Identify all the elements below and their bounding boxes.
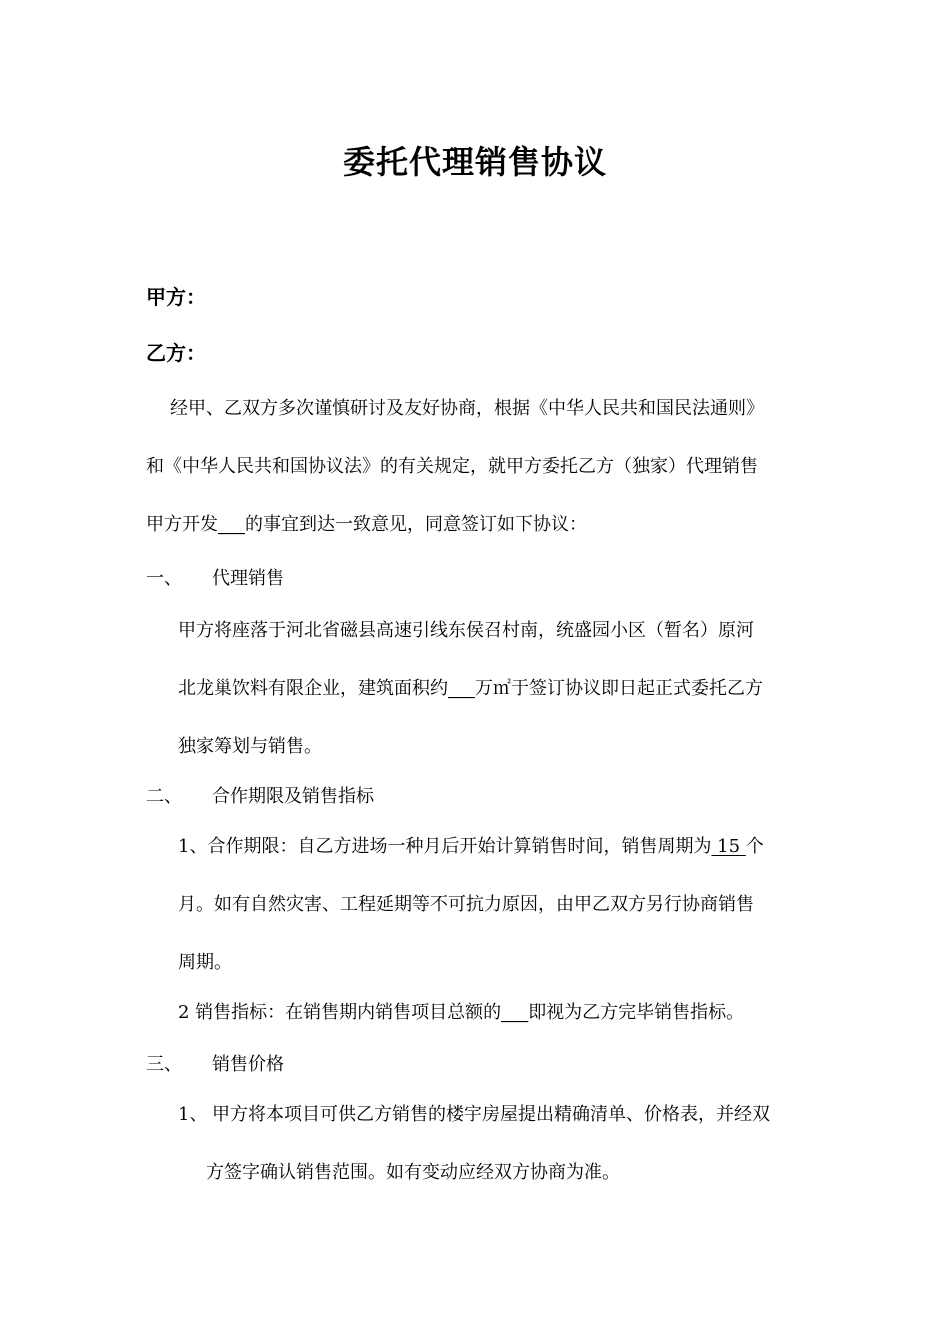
section-3-item-1-number: 1、 [178, 1104, 208, 1125]
section-2-item-1-line-1 [178, 836, 764, 858]
sales-target-text-end: 即视为乙方完毕销售指标。 [528, 1002, 745, 1023]
party-a-label: 甲方： [146, 285, 206, 309]
cooperation-period-text: 1、合作期限：自乙方进场一种月后开始计算销售时间，销售周期为 [178, 836, 712, 857]
preamble-line-3 [146, 514, 587, 536]
section-1-title: 代理销售 [212, 568, 284, 589]
preamble-line-1: 经甲、乙双方多次谨慎研讨及友好协商，根据《中华人民共和国民法通则》 [170, 398, 764, 419]
section-3-number: 三、 [146, 1054, 182, 1075]
section-1-line-3: 独家筹划与销售。 [178, 736, 322, 757]
party-b-label: 乙方： [146, 341, 206, 365]
section-1-line-1: 甲方将座落于河北省磁县高速引线东侯召村南，统盛园小区（暂名）原河 [178, 620, 754, 641]
sales-period-unit: 个 [745, 836, 764, 857]
section-3-item-1-line-1: 甲方将本项目可供乙方销售的楼宇房屋提出精确清单、价格表，并经双 [212, 1104, 770, 1125]
section-2-number: 二、 [146, 786, 182, 807]
section-2-item-1-line-2: 月。如有自然灾害、工程延期等不可抗力原因，由甲乙双方另行协商销售 [178, 894, 754, 915]
section-2-title: 合作期限及销售指标 [212, 786, 374, 807]
section-1-line-2-text-end: 万㎡于签订协议即日起正式委托乙方 [475, 678, 763, 699]
section-3-item-1-line-2: 方签字确认销售范围。如有变动应经双方协商为准。 [206, 1162, 620, 1183]
section-2-item-2 [178, 1002, 744, 1024]
document-title: 委托代理销售协议 [342, 143, 607, 181]
preamble-line-2: 和《中华人民共和国协议法》的有关规定，就甲方委托乙方（独家）代理销售 [146, 456, 758, 477]
section-2-item-1-line-3: 周期。 [178, 952, 232, 973]
preamble-line-3-text-end: 的事宜到达一致意见，同意签订如下协议： [245, 514, 587, 535]
project-name-blank: ___ [218, 514, 245, 535]
section-3-title: 销售价格 [212, 1054, 284, 1075]
sales-period-value: 15 [711, 836, 746, 857]
preamble-line-3-text: 甲方开发 [146, 514, 218, 535]
area-blank: ___ [448, 678, 475, 699]
section-1-line-2-text: 北龙巢饮料有限企业，建筑面积约 [178, 678, 448, 699]
section-1-line-2 [178, 678, 763, 700]
sales-target-text: 2 销售指标：在销售期内销售项目总额的 [178, 1002, 502, 1023]
section-1-number: 一、 [146, 568, 182, 589]
sales-target-blank: ___ [501, 1002, 529, 1023]
